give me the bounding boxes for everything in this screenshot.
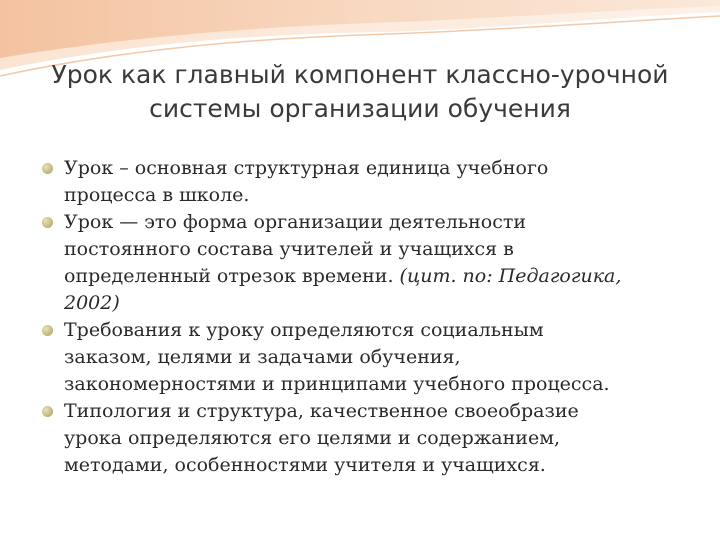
slide-title bbox=[30, 58, 690, 126]
bullet-line: урока определяются его целями и содержанием, bbox=[64, 427, 561, 449]
bullet-item bbox=[40, 209, 680, 317]
bullet-line: методами, особенностями учителя и учащихся. bbox=[64, 454, 546, 476]
bullet-dot-icon bbox=[42, 406, 53, 417]
bullet-line: постоянного состава учителей и учащихся в bbox=[64, 238, 514, 260]
bullet-line: Урок — это форма организации деятельности bbox=[64, 211, 527, 233]
bullet-list bbox=[40, 155, 680, 479]
citation: (цит. по: Педагогика, bbox=[399, 265, 622, 287]
bullet-dot-icon bbox=[42, 163, 53, 174]
bullet-line: Урок – основная структурная единица учебного bbox=[64, 157, 549, 179]
bullet-item bbox=[40, 398, 680, 479]
bullet-dot-icon bbox=[42, 325, 53, 336]
bullet-item bbox=[40, 317, 680, 398]
bullet-line: Типология и структура, качественное своеобразие bbox=[64, 400, 579, 422]
bullet-line: заказом, целями и задачами обучения, bbox=[64, 346, 461, 368]
bullet-line-with-citation bbox=[64, 263, 680, 290]
bullet-text: определенный отрезок времени. bbox=[64, 265, 400, 287]
bullet-line: закономерностями и принципами учебного процесса. bbox=[64, 373, 610, 395]
bullet-line: процесса в школе. bbox=[64, 184, 250, 206]
slide-title-line: Урок как главный компонент классно-урочной bbox=[51, 60, 669, 89]
bullet-item bbox=[40, 155, 680, 209]
slide-title-line: системы организации обучения bbox=[149, 94, 571, 123]
bullet-dot-icon bbox=[42, 217, 53, 228]
bullet-line bbox=[64, 290, 680, 317]
citation-year: 2002) bbox=[64, 292, 120, 314]
bullet-line: Требования к уроку определяются социальным bbox=[64, 319, 544, 341]
